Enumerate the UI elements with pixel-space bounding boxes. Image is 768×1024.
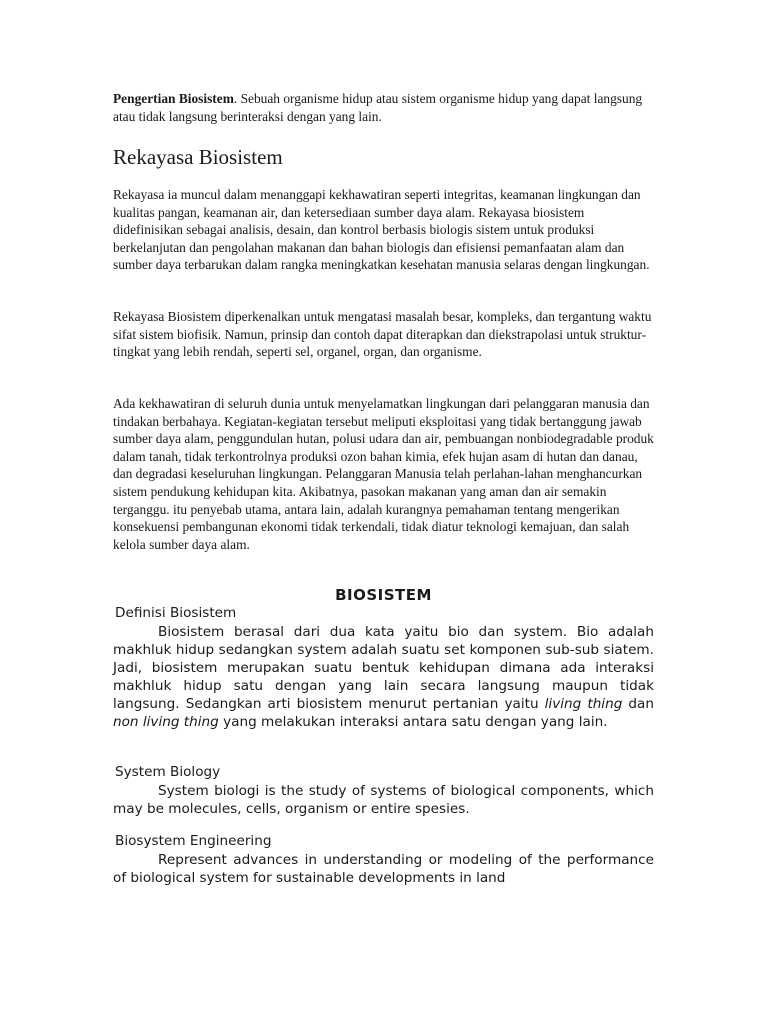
intro-paragraph — [113, 90, 654, 125]
subheading-system-biology: System Biology — [115, 764, 221, 780]
definisi-text-a: Biosistem berasal dari dua kata yaitu bio dan system. Bio adalah makhluk hidup sedangkan system adalah suatu set komponen sub-sub siatem. Jadi, biosistem merupakan suatu bentuk kehidupan dimana ada interaksi makhluk hidup satu dengan yang lain secara langsung maupun tidak langsung. Sedangkan arti biosistem menurut pertanian yaitu — [113, 624, 654, 712]
biosystem-engineering-text: Represent advances in understanding or modeling of the performance of biological system for sustainable developments in land — [113, 852, 654, 886]
subheading-definisi: Definisi Biosistem — [115, 605, 237, 621]
paragraph-1: Rekayasa ia muncul dalam menanggapi kekhawatiran seperti integritas, keamanan lingkungan dan kualitas pangan, keamanan air, dan ketersediaan sumber daya alam. Rekayasa biosistem didefinisikan sebagai analisis, desain, dan kontrol berbasis biologis sistem untuk produksi berkelanjutan dan pengolahan makanan dan bahan biologis dan efisiensi pemanfaatan alam dan sumber daya terbarukan dalam rangka meningkatkan kesehatan manusia selaras dengan lingkungan. — [113, 187, 650, 273]
paragraph-3: Ada kekhawatiran di seluruh dunia untuk menyelamatkan lingkungan dari pelanggaran manusia dan tindakan berbahaya. Kegiatan-kegiatan tersebut meliputi eksploitasi yang tidak bertanggung jawab sumber daya alam, penggundulan hutan, polusi udara dan air, pembuangan nonbiodegradable produk dalam tanah, tidak terkontrolnya produksi ozon bahan kimia, efek hujan asam di hutan dan danau, dan degradasi keseluruhan lingkungan. Pelanggaran Manusia telah perlahan-lahan menghancurkan sistem pendukung kehidupan kita. Akibatnya, pasokan makanan yang aman dan air semakin terganggu. itu penyebab utama, antara lain, adalah kurangnya pemahaman tentang mengerikan konsekuensi pembangunan ekonomi tidak terkendali, tidak diatur teknologi kemajuan, dan salah kelola sumber daya alam. — [113, 396, 654, 552]
definisi-text-b: dan — [622, 696, 654, 712]
intro-term: Pengertian Biosistem — [113, 91, 234, 106]
definisi-italic-2: non living thing — [113, 714, 219, 730]
biosystem-engineering-paragraph — [113, 851, 654, 887]
heading-biosistem: BIOSISTEM — [335, 586, 432, 604]
definisi-paragraph — [113, 623, 654, 731]
heading-rekayasa-biosistem: Rekayasa Biosistem — [113, 145, 283, 169]
definisi-italic-1: living thing — [544, 696, 623, 712]
subheading-biosystem-engineering: Biosystem Engineering — [115, 833, 272, 849]
system-biology-text: System biologi is the study of systems of biological components, which may be molecules, cells, organism or entire spesies. — [113, 783, 654, 817]
system-biology-paragraph — [113, 782, 654, 818]
intro-text: . Sebuah organisme hidup atau sistem organisme hidup yang dapat langsung atau tidak langsung berinteraksi dengan yang lain. — [113, 91, 643, 124]
paragraph-2: Rekayasa Biosistem diperkenalkan untuk mengatasi masalah besar, kompleks, dan tergantung waktu sifat sistem biofisik. Namun, prinsip dan contoh dapat diterapkan dan diekstrapolasi untuk struktur-tingkat yang lebih rendah, seperti sel, organel, organ, dan organisme. — [113, 309, 652, 360]
definisi-text-c: yang melakukan interaksi antara satu dengan yang lain. — [218, 714, 608, 730]
